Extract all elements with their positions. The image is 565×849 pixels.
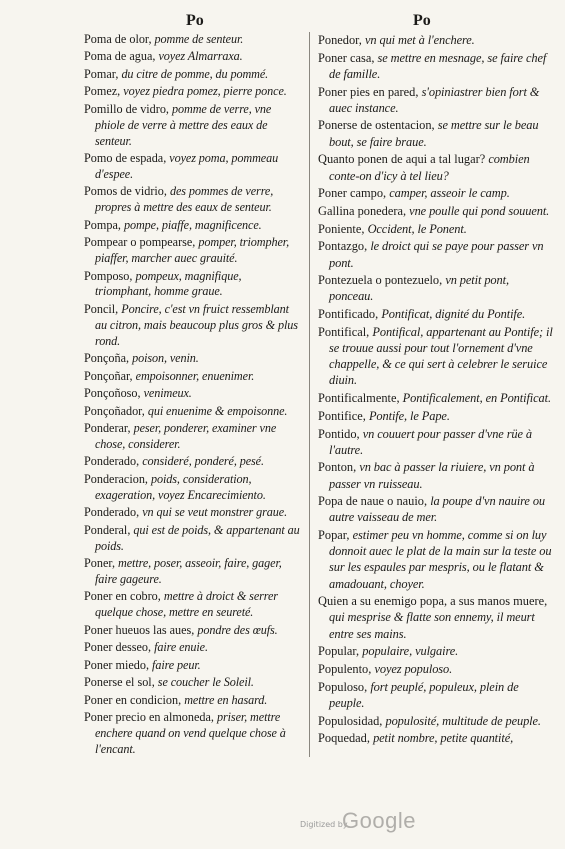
- entry-headword: Pomposo,: [84, 268, 136, 283]
- entry-headword: Ponedor,: [318, 33, 365, 47]
- entry-headword: Populoso,: [318, 679, 371, 694]
- dictionary-entry: [84, 658, 300, 674]
- dictionary-entry: [84, 556, 300, 588]
- dictionary-entry: [318, 390, 554, 406]
- entry-headword: Ponderar,: [84, 421, 134, 436]
- entry-definition: Pontificat, dignité du Pontife.: [381, 307, 526, 322]
- entry-definition: fort peuplé, populeux, plein de peuple.: [329, 679, 519, 710]
- entry-definition: priser, mettre enchere quand on vend quelque chose à l'encant.: [95, 710, 286, 756]
- entry-definition: vne poulle qui pond souuent.: [409, 203, 550, 218]
- entry-headword: Poner,: [84, 556, 119, 570]
- entry-definition: Pontife, le Pape.: [368, 408, 450, 423]
- entry-definition: des pommes de verre, propres à mettre des eaux de senteur.: [95, 184, 274, 215]
- dictionary-entry: [84, 523, 300, 555]
- entry-definition: poids, consideration, exageration, voyez Encarecimiento.: [95, 471, 266, 502]
- entry-headword: Ponerse de ostentacion,: [318, 118, 438, 133]
- dictionary-entry: [84, 302, 300, 350]
- entry-definition: camper, asseoir le camp.: [389, 186, 510, 201]
- entry-definition: vn petit pont, ponceau.: [329, 273, 509, 304]
- entry-definition: pomper, triompher, piaffer, marcher auec grauité.: [95, 235, 290, 266]
- entry-headword: Poma de olor,: [84, 32, 152, 46]
- entry-definition: faire peur.: [152, 657, 201, 672]
- entry-definition: Pontificalement, en Pontificat.: [402, 391, 551, 406]
- entry-definition: voyez Almarraxa.: [158, 49, 243, 64]
- entry-definition: venimeux.: [143, 386, 192, 401]
- dictionary-entry: [318, 117, 554, 149]
- entry-definition: Pontifical, appartenant au Pontife; il se trouue aussi pour tout l'ornement d'vne chappelle, & ce qui sert à celebrer le seruice diuin.: [329, 324, 553, 388]
- entry-headword: Poner desseo,: [84, 640, 155, 655]
- dictionary-entry: [318, 643, 554, 659]
- entry-headword: Poquedad,: [318, 731, 374, 746]
- dictionary-entry: [84, 404, 300, 420]
- dictionary-entry: [318, 408, 554, 424]
- entry-definition: vn qui se veut monstrer graue.: [142, 505, 288, 520]
- entry-definition: estimer peu vn homme, comme si on luy donnoit auec le plat de la main sur la teste ou sur les espaules par mespris, ou le flatant & amadouant, choyer.: [329, 528, 552, 591]
- entry-headword: Ponçoñoso,: [84, 386, 144, 401]
- entry-headword: Ponderado,: [84, 505, 143, 520]
- digitized-by-text: Digitized by: [300, 820, 348, 829]
- dictionary-entry: [318, 593, 554, 641]
- dictionary-entry: [84, 184, 300, 216]
- dictionary-entry: [84, 421, 300, 453]
- dictionary-entry: [318, 50, 554, 82]
- entry-headword: Pontezuela o pontezuelo,: [318, 273, 446, 288]
- entry-definition: vn qui met à l'enchere.: [365, 33, 475, 47]
- entry-definition: mettre, poser, asseoir, faire, gager, faire gageure.: [95, 556, 282, 586]
- google-watermark: [300, 808, 440, 838]
- entry-definition: s'opiniastrer bien fort & auec instance.: [329, 84, 540, 115]
- column-divider: [309, 32, 310, 757]
- entry-definition: pondre des œufs.: [197, 622, 278, 637]
- entry-headword: Ponerse el sol,: [84, 675, 158, 690]
- entry-definition: peser, ponderer, examiner vne chose, considerer.: [95, 421, 277, 451]
- entry-headword: Poner precio en almoneda,: [84, 710, 217, 725]
- entry-definition: se mettre sur le beau bout, se faire braue.: [329, 118, 539, 149]
- dictionary-entry: [84, 472, 300, 504]
- dictionary-entry: [318, 32, 554, 48]
- entry-definition: pompeux, magnifique, triomphant, homme graue.: [95, 268, 242, 299]
- dictionary-entry: [84, 640, 300, 656]
- dictionary-entry: [84, 454, 300, 470]
- entry-headword: Pompear o pompearse,: [84, 235, 199, 250]
- dictionary-entry: [318, 203, 554, 219]
- entry-definition: se mettre en mesnage, se faire chef de famille.: [329, 50, 547, 81]
- google-logo-text: Google: [342, 808, 416, 833]
- dictionary-entry: [84, 675, 300, 691]
- entry-headword: Ponçoñador,: [84, 403, 148, 418]
- entry-definition: petit nombre, petite quantité,: [373, 731, 514, 746]
- running-head-right: Po: [413, 12, 431, 29]
- right-column: [318, 32, 554, 748]
- dictionary-entry: [84, 102, 300, 150]
- dictionary-entry: [318, 84, 554, 116]
- entry-definition: du citre de pomme, du pommé.: [121, 66, 269, 81]
- entry-headword: Poner casa,: [318, 50, 378, 65]
- entry-headword: Pontazgo,: [318, 239, 371, 254]
- entry-definition: pompe, piaffe, magnificence.: [123, 217, 262, 232]
- dictionary-entry: [84, 693, 300, 709]
- entry-definition: populosité, multitude de peuple.: [385, 713, 541, 728]
- dictionary-entry: [84, 84, 300, 100]
- dictionary-entry: [318, 459, 554, 491]
- entry-definition: qui mesprise & flatte son ennemy, il meurt entre ses mains.: [329, 610, 535, 641]
- page-header: [0, 12, 565, 32]
- entry-definition: Poncire, c'est vn fruict ressemblant au citron, mais beaucoup plus gros & plus rond.: [95, 301, 298, 348]
- dictionary-entry: [318, 426, 554, 458]
- entry-definition: mettre en hasard.: [184, 692, 268, 707]
- dictionary-entry: [318, 151, 554, 183]
- dictionary-entry: [84, 151, 300, 183]
- entry-definition: se coucher le Soleil.: [157, 675, 254, 690]
- dictionary-entry: [84, 218, 300, 234]
- entry-headword: Pompa,: [84, 217, 124, 232]
- entry-headword: Popar,: [318, 528, 353, 543]
- entry-definition: la poupe d'vn nauire ou autre vaisseau de mer.: [329, 494, 546, 525]
- entry-headword: Poner en cobro,: [84, 589, 164, 604]
- entry-headword: Poner pies en pared,: [318, 84, 422, 99]
- entry-headword: Pontido,: [318, 426, 363, 441]
- entry-definition: faire enuie.: [154, 640, 208, 655]
- entry-headword: Popa de naue o nauio,: [318, 494, 431, 509]
- dictionary-entry: [84, 623, 300, 639]
- entry-definition: poison, venin.: [132, 351, 199, 366]
- entry-definition: consideré, ponderé, pesé.: [142, 454, 264, 469]
- dictionary-entry: [84, 269, 300, 301]
- entry-definition: empoisonner, enuenimer.: [135, 368, 255, 383]
- entry-headword: Pontificado,: [318, 307, 382, 322]
- dictionary-entry: [84, 369, 300, 385]
- entry-headword: Pomos de vidrio,: [84, 184, 170, 199]
- entry-headword: Poma de agua,: [84, 49, 159, 64]
- entry-headword: Ponderacion,: [84, 471, 152, 486]
- dictionary-entry: [84, 32, 300, 48]
- dictionary-entry: [84, 49, 300, 65]
- dictionary-entry: [318, 730, 554, 746]
- entry-headword: Poniente,: [318, 221, 368, 236]
- entry-headword: Pontifical,: [318, 324, 373, 339]
- dictionary-entry: [84, 235, 300, 267]
- entry-headword: Quanto ponen de aqui a tal lugar?: [318, 152, 489, 167]
- entry-headword: Poner miedo,: [84, 657, 153, 672]
- entry-definition: voyez populoso.: [374, 662, 453, 677]
- dictionary-entry: [84, 710, 300, 758]
- entry-definition: pomme de verre, vne phiole de verre à mettre des eaux de senteur.: [95, 101, 272, 148]
- entry-headword: Pontificalmente,: [318, 391, 403, 406]
- entry-definition: combien conte-on d'icy à tel lieu?: [329, 152, 530, 183]
- entry-definition: voyez poma, pommeau d'espee.: [95, 151, 279, 181]
- dictionary-entry: [318, 272, 554, 304]
- entry-definition: voyez piedra pomez, pierre ponce.: [123, 84, 287, 99]
- dictionary-entry: [84, 589, 300, 621]
- entry-definition: Occident, le Ponent.: [367, 221, 467, 236]
- entry-headword: Popular,: [318, 644, 363, 659]
- dictionary-entry: [318, 527, 554, 592]
- entry-headword: Ponçoñar,: [84, 368, 136, 383]
- entry-definition: vn couuert pour passer d'vne rüe à l'autre.: [329, 426, 533, 457]
- entry-headword: Ponçoña,: [84, 351, 133, 366]
- entry-headword: Populento,: [318, 662, 375, 677]
- dictionary-entry: [318, 324, 554, 389]
- dictionary-entry: [84, 67, 300, 83]
- entry-headword: Poner campo,: [318, 186, 390, 201]
- entry-definition: pomme de senteur.: [151, 32, 244, 46]
- dictionary-entry: [318, 713, 554, 729]
- entry-headword: Poner hueuos las aues,: [84, 622, 198, 637]
- entry-definition: mettre à droict & serrer quelque chose, mettre en seureté.: [95, 589, 278, 620]
- running-head-left: Po: [186, 12, 204, 29]
- dictionary-entry: [318, 679, 554, 711]
- dictionary-entry: [318, 661, 554, 677]
- entry-headword: Populosidad,: [318, 713, 386, 728]
- entry-headword: Pomar,: [84, 66, 122, 81]
- entry-headword: Pontifice,: [318, 408, 369, 423]
- dictionary-entry: [84, 351, 300, 367]
- entry-headword: Poner en condicion,: [84, 692, 185, 707]
- dictionary-entry: [318, 185, 554, 201]
- entry-definition: qui enuenime & empoisonne.: [147, 403, 288, 418]
- dictionary-entry: [318, 238, 554, 270]
- dictionary-entry: [84, 386, 300, 402]
- entry-headword: Gallina ponedera,: [318, 203, 410, 218]
- entry-headword: Pomo de espada,: [84, 151, 170, 166]
- entry-definition: populaire, vulgaire.: [362, 644, 459, 659]
- left-column: [84, 32, 300, 759]
- entry-headword: Pomillo de vidro,: [84, 101, 173, 116]
- entry-headword: Quien a su enemigo popa, a sus manos muere,: [318, 594, 548, 609]
- entry-definition: vn bac à passer la riuiere, vn pont à passer vn ruisseau.: [329, 460, 535, 491]
- entry-definition: le droict qui se paye pour passer vn pont.: [329, 239, 544, 270]
- dictionary-entry: [318, 493, 554, 525]
- entry-definition: qui est de poids, & appartenant au poids.: [95, 522, 300, 553]
- entry-headword: Poncil,: [84, 301, 122, 316]
- entry-headword: Ponderal,: [84, 522, 134, 537]
- entry-headword: Ponderado,: [84, 454, 143, 469]
- dictionary-entry: [318, 221, 554, 237]
- entry-headword: Ponton,: [318, 460, 360, 475]
- dictionary-entry: [318, 306, 554, 322]
- dictionary-entry: [84, 505, 300, 521]
- entry-headword: Pomez,: [84, 84, 124, 99]
